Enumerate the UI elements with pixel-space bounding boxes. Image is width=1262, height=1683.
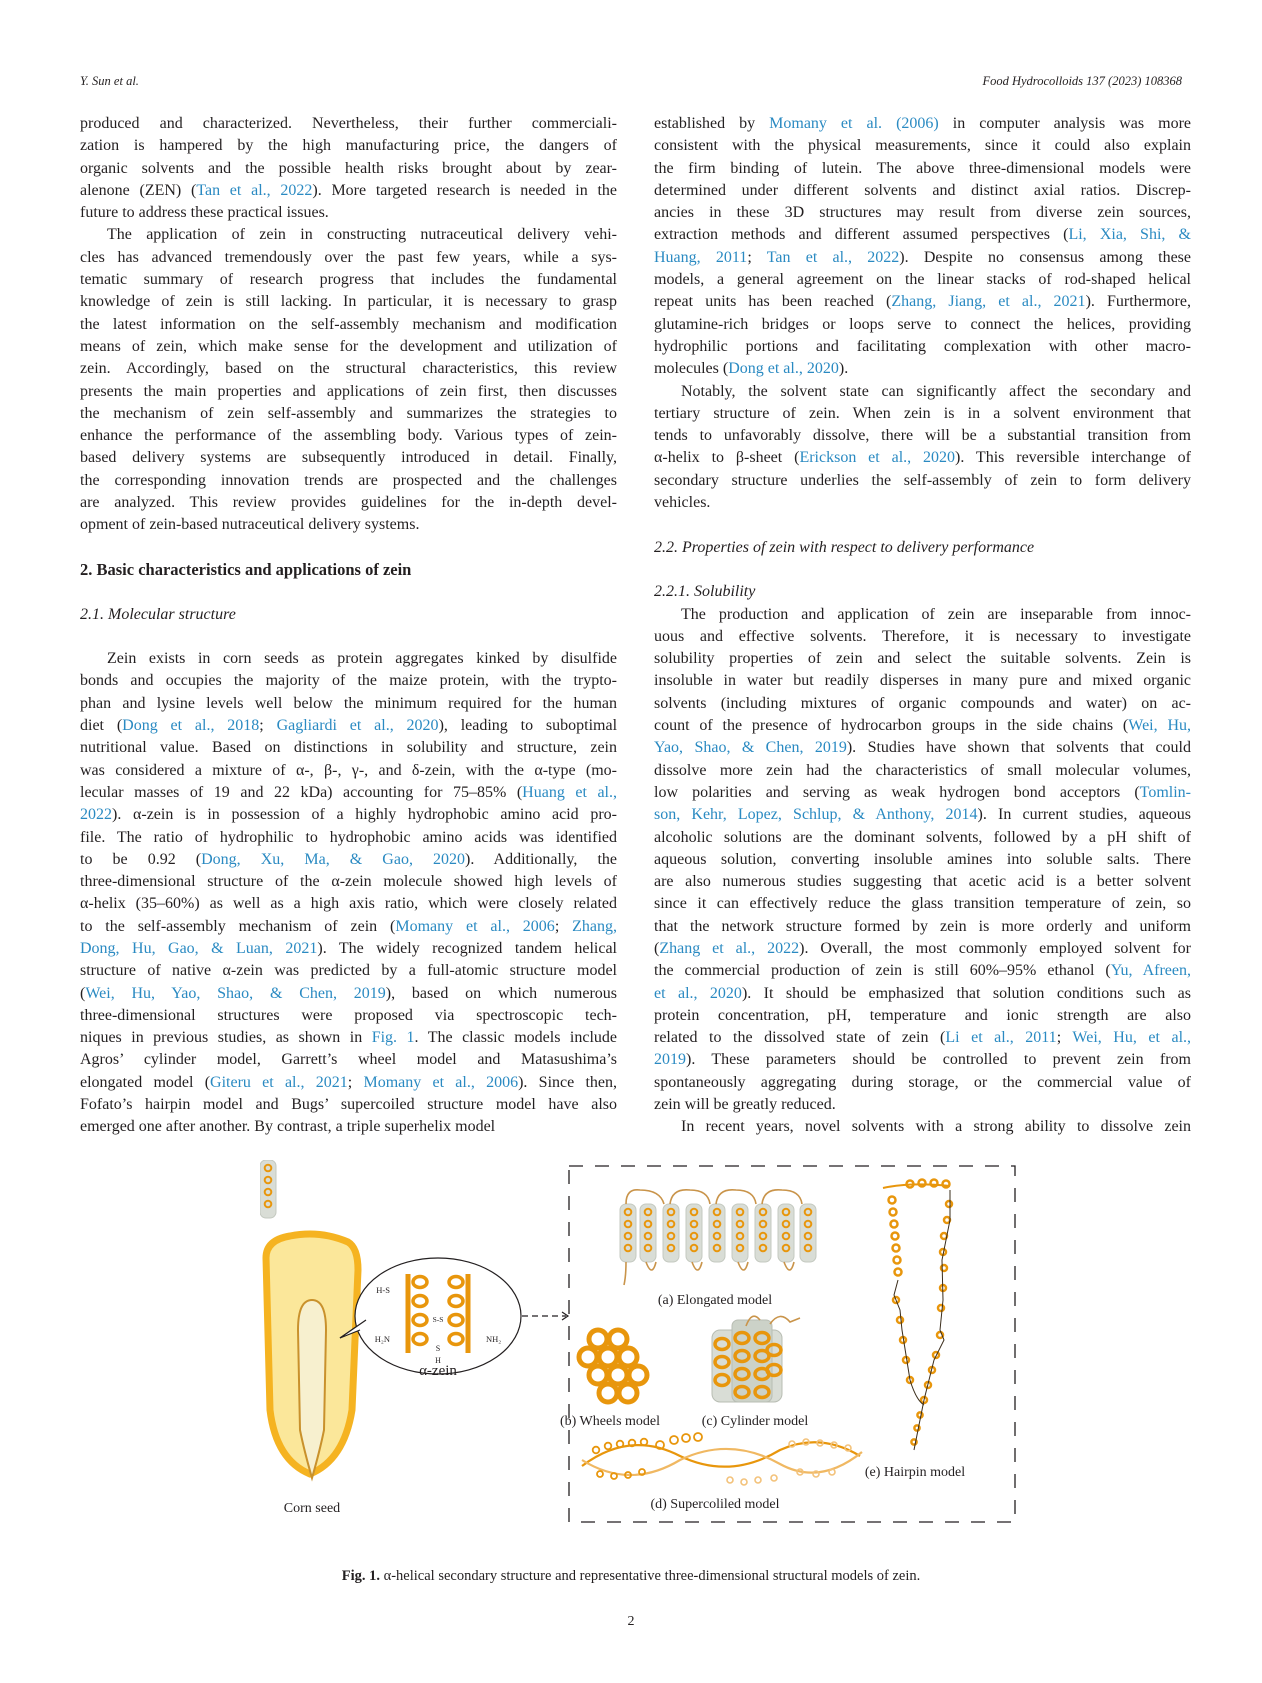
right-column: [654, 113, 1191, 1139]
text-run: three-dimensional structure of the α-zein molecule showed high levels of: [80, 873, 617, 891]
section-heading-2: 2. Basic characteristics and applications of zein: [80, 559, 412, 579]
text-run: ;: [259, 717, 277, 735]
text-line: [80, 1072, 617, 1094]
left-column: [80, 113, 617, 1139]
citation-link[interactable]: Dong et al., 2018: [122, 717, 260, 735]
text-run: structure of native α-zein was predicted by a full-atomic structure model: [80, 962, 617, 980]
citation-link[interactable]: Wei, Hu, Yao, Shao, & Chen, 2019: [85, 984, 386, 1002]
text-run: ). It should be emphasized that solution conditions such as: [741, 984, 1191, 1002]
alpha-zein-callout: [340, 1258, 568, 1379]
text-line: [654, 693, 1191, 715]
text-line: [80, 960, 617, 982]
text-run: the firm binding of lutein. The above three-dimensional models were: [654, 159, 1191, 177]
text-run: In recent years, novel solvents with a strong ability to dissolve zein: [681, 1118, 1191, 1136]
text-line: [654, 447, 1191, 469]
text-line: [654, 269, 1191, 291]
text-run: glutamine-rich bridges or loops serve to connect the helices, providing: [654, 315, 1191, 333]
figure-caption-label: Fig. 1.: [341, 1568, 380, 1584]
text-line: [654, 1094, 1191, 1116]
citation-link[interactable]: Momany et al., 2006: [395, 917, 555, 935]
text-line: [654, 715, 1191, 737]
citation-link[interactable]: Huang et al.,: [522, 783, 617, 801]
text-run: to the self-assembly mechanism of zein (: [80, 917, 396, 935]
text-run: bonds and occupies the majority of the maize protein, with the trypto-: [80, 672, 617, 690]
text-run: ). This reversible interchange of: [955, 449, 1192, 467]
text-run: count of the presence of hydrocarbon groups in the side chains (: [654, 717, 1129, 735]
text-line: [80, 715, 617, 737]
citation-link[interactable]: Wei, Hu,: [1128, 717, 1192, 735]
text-run: The application of zein in constructing nutraceutical delivery vehi-: [107, 226, 617, 244]
text-run: ).: [838, 360, 849, 378]
text-run: ). These parameters should be controlled to prevent zein from: [686, 1051, 1191, 1069]
citation-link[interactable]: Tomlin-: [1139, 783, 1191, 801]
text-run: repeat units has been reached (: [654, 293, 892, 311]
text-run: ), leading to suboptimal: [438, 717, 618, 735]
text-run: The production and application of zein are inseparable from innoc-: [681, 605, 1191, 623]
citation-link[interactable]: Dong, Xu, Ma, & Gao, 2020: [201, 850, 466, 868]
label-h2n: H₂N: [374, 1334, 390, 1344]
text-line: [654, 314, 1191, 336]
citation-link[interactable]: Li, Xia, Shi, &: [1068, 226, 1191, 244]
text-line: [80, 916, 617, 938]
running-head-journal: Food Hydrocolloids 137 (2023) 108368: [982, 74, 1182, 88]
text-line: [654, 1049, 1191, 1071]
text-run: zation is hampered by the high manufacturing price, the dangers of: [80, 137, 617, 155]
text-line: [654, 760, 1191, 782]
text-run: solvents (including mixtures of organic compounds and water) on ac-: [654, 694, 1191, 712]
corn-seed-drawing: [266, 1234, 358, 1516]
citation-link[interactable]: Dong, Hu, Gao, & Luan, 2021: [80, 939, 318, 957]
text-line: [80, 358, 617, 380]
text-run: ). Despite no consensus among these: [899, 248, 1192, 266]
text-line: [80, 983, 617, 1005]
text-line: [80, 1116, 617, 1138]
text-run: ). Since then,: [518, 1073, 618, 1091]
text-run: ), based on which numerous: [385, 984, 617, 1002]
text-line: [80, 224, 617, 246]
figure-1-illustration: [260, 1160, 1020, 1540]
text-run: . The classic models include: [414, 1029, 618, 1047]
text-run: organic solvents and the possible health risks brought about by zear-: [80, 159, 617, 177]
text-run: ;: [747, 248, 767, 266]
label-hs: H-S: [376, 1285, 390, 1295]
citation-link[interactable]: Erickson et al., 2020: [799, 449, 956, 467]
text-line: [654, 158, 1191, 180]
text-line: [80, 760, 617, 782]
figure-caption-text: α-helical secondary structure and representative three-dimensional structural models of zein.: [380, 1568, 921, 1584]
text-line: [80, 425, 617, 447]
text-line: [80, 871, 617, 893]
label-cylinder: (c) Cylinder model: [701, 1414, 809, 1429]
citation-link[interactable]: son, Kehr, Lopez, Schlup, & Anthony, 2014: [654, 806, 978, 824]
label-alpha-zein: α-zein: [419, 1363, 457, 1379]
section-heading-2-2-1: 2.2.1. Solubility: [654, 583, 756, 601]
text-run: hydrophilic portions and facilitating complexation with other macro-: [654, 337, 1191, 355]
citation-link[interactable]: Zhang,: [572, 917, 617, 935]
citation-link[interactable]: 2022: [80, 806, 112, 824]
citation-link[interactable]: Li et al., 2011: [945, 1029, 1057, 1047]
label-s: S: [435, 1344, 441, 1353]
paragraph-novel-solvents: [654, 1116, 1191, 1138]
text-line: [654, 893, 1191, 915]
text-line: [80, 447, 617, 469]
text-run: ;: [1056, 1029, 1073, 1047]
text-run: enhance the performance of the assembling body. Various types of zein-: [80, 427, 617, 445]
text-line: [654, 492, 1191, 514]
citation-link[interactable]: Dong et al., 2020: [728, 360, 839, 378]
text-run: alcoholic solutions are the dominant solvents, followed by a pH shift of: [654, 828, 1191, 846]
figure-1: [260, 1160, 1020, 1540]
text-run: α-helix to β-sheet (: [654, 449, 800, 467]
text-line: [654, 1116, 1191, 1138]
text-run: low polarities and serving as weak hydrogen bond acceptors (: [654, 783, 1140, 801]
paragraph-review-scope: [80, 224, 617, 536]
text-line: [654, 938, 1191, 960]
text-run: vehicles.: [654, 494, 711, 512]
hairpin-model-drawing: [865, 1180, 965, 1481]
text-run: (: [654, 939, 660, 957]
text-run: ancies in these 3D structures may result from diverse zein sources,: [654, 204, 1191, 222]
text-line: [654, 358, 1191, 380]
text-run: (: [80, 984, 86, 1002]
text-run: emerged one after another. By contrast, a triple superhelix model: [80, 1118, 496, 1136]
text-line: [654, 180, 1191, 202]
text-line: [80, 291, 617, 313]
label-supercoiled: (d) Supercoliled model: [650, 1497, 780, 1512]
text-line: [80, 1005, 617, 1027]
cylinder-model-drawing: [712, 1316, 800, 1402]
text-run: ). Additionally, the: [465, 850, 617, 868]
citation-link[interactable]: Fig. 1: [371, 1029, 415, 1047]
text-line: [80, 314, 617, 336]
text-line: [80, 135, 617, 157]
text-line: [80, 514, 617, 536]
text-run: ). More targeted research is needed in the: [312, 181, 617, 199]
text-run: three-dimensional structures were proposed via spectroscopic tech-: [80, 1006, 617, 1024]
text-line: [80, 670, 617, 692]
text-run: ). Furthermore,: [1085, 293, 1191, 311]
text-line: [80, 693, 617, 715]
citation-link[interactable]: Wei, Hu, et al.,: [1072, 1029, 1192, 1047]
text-line: [654, 381, 1191, 403]
citation-link[interactable]: Yao, Shao, & Chen, 2019: [654, 739, 847, 757]
text-run: the latest information on the self-assembly mechanism and modification: [80, 315, 617, 333]
label-wheels: (b) Wheels model: [559, 1414, 661, 1429]
text-run: molecules (: [654, 360, 729, 378]
text-line: [654, 849, 1191, 871]
text-line: [654, 827, 1191, 849]
text-run: to be 0.92 (: [80, 850, 202, 868]
paragraph-triple-superhelix: [654, 113, 1191, 381]
text-run: future to address these practical issues.: [80, 204, 329, 222]
text-line: [80, 804, 617, 826]
text-line: [80, 247, 617, 269]
label-ss: S-S: [432, 1315, 444, 1324]
text-line: [80, 737, 617, 759]
text-run: opment of zein-based nutraceutical delivery systems.: [80, 516, 420, 534]
text-line: [654, 670, 1191, 692]
supercoiled-model-drawing: [582, 1433, 862, 1485]
text-line: [80, 827, 617, 849]
text-run: ). The widely recognized tandem helical: [317, 939, 617, 957]
text-run: established by: [654, 115, 770, 132]
text-run: ). Overall, the most commonly employed solvent for: [799, 939, 1192, 957]
text-line: [80, 180, 617, 202]
citation-link[interactable]: Gagliardi et al., 2020: [276, 717, 439, 735]
text-line: [654, 626, 1191, 648]
text-line: [80, 1049, 617, 1071]
text-run: cles has advanced tremendously over the past few years, while a sys-: [80, 248, 617, 266]
paragraph-solvent-state: [654, 381, 1191, 515]
text-run: file. The ratio of hydrophilic to hydrophobic amino acids was identified: [80, 828, 617, 846]
text-line: [80, 492, 617, 514]
text-run: phan and lysine levels well below the minimum required for the human: [80, 694, 617, 712]
text-line: [654, 648, 1191, 670]
text-line: [654, 403, 1191, 425]
text-line: [654, 604, 1191, 626]
text-run: presents the main properties and applications of zein first, then discusses: [80, 382, 617, 400]
text-line: [654, 425, 1191, 447]
text-run: are also numerous studies suggesting that acetic acid is a better solvent: [654, 873, 1191, 891]
label-corn-seed: Corn seed: [283, 1501, 341, 1516]
citation-link[interactable]: Giteru et al., 2021: [210, 1073, 348, 1091]
text-run: ). In current studies, aqueous: [977, 806, 1191, 824]
text-run: ;: [347, 1073, 364, 1091]
text-run: solubility properties of zein and select the suitable solvents. Zein is: [654, 650, 1191, 668]
text-line: [654, 113, 1191, 135]
text-line: [654, 983, 1191, 1005]
text-line: [654, 247, 1191, 269]
text-line: [654, 737, 1191, 759]
text-line: [654, 871, 1191, 893]
label-hairpin: (e) Hairpin model: [864, 1465, 966, 1480]
text-line: [80, 1027, 617, 1049]
text-run: Notably, the solvent state can significantly affect the secondary and: [681, 382, 1191, 400]
text-line: [654, 960, 1191, 982]
text-run: that the network structure formed by zein is more orderly and uniform: [654, 917, 1191, 935]
text-line: [654, 202, 1191, 224]
text-run: based delivery systems are subsequently introduced in detail. Finally,: [80, 449, 617, 467]
wheels-model-drawing: [579, 1330, 647, 1402]
paragraph-solubility: [654, 604, 1191, 1117]
text-run: elongated model (: [80, 1073, 211, 1091]
citation-link[interactable]: Zhang, Jiang, et al., 2021: [891, 293, 1086, 311]
section-heading-2-2: 2.2. Properties of zein with respect to delivery performance: [654, 538, 1035, 556]
citation-link[interactable]: 2019: [654, 1051, 686, 1069]
text-line: [654, 224, 1191, 246]
text-run: insoluble in water but readily disperses in many pure and mixed organic: [654, 672, 1191, 690]
text-line: [80, 648, 617, 670]
text-run: secondary structure underlies the self-assembly of zein to form delivery: [654, 471, 1191, 489]
section-heading-2-1: 2.1. Molecular structure: [80, 605, 236, 623]
text-run: zein will be greatly reduced.: [654, 1096, 836, 1114]
text-run: the mechanism of zein self-assembly and summarizes the strategies to: [80, 404, 617, 422]
text-run: in computer analysis was more: [938, 115, 1192, 132]
text-run: tertiary structure of zein. When zein is in a solvent environment that: [654, 404, 1191, 422]
text-line: [80, 269, 617, 291]
citation-link[interactable]: Tan et al., 2022: [766, 248, 900, 266]
text-line: [80, 202, 617, 224]
text-run: diet (: [80, 717, 123, 735]
text-line: [654, 336, 1191, 358]
text-run: was considered a mixture of α-, β-, γ-, and δ-zein, with the α-type (mo-: [80, 761, 617, 779]
text-line: [654, 782, 1191, 804]
text-run: niques in previous studies, as shown in: [80, 1029, 372, 1047]
text-line: [80, 938, 617, 960]
text-line: [80, 782, 617, 804]
text-line: [654, 1005, 1191, 1027]
text-run: related to the dissolved state of zein (: [654, 1029, 946, 1047]
text-run: ;: [554, 917, 573, 935]
text-run: determined under different solvents and distinct axial ratios. Discrep-: [654, 181, 1191, 199]
text-line: [654, 135, 1191, 157]
text-run: ). α-zein is in possession of a highly hydrophobic amino acid pro-: [112, 806, 617, 824]
figure-caption: [0, 1568, 1262, 1585]
running-head-authors: Y. Sun et al.: [80, 74, 139, 88]
text-run: are analyzed. This review provides guidelines for the in-depth devel-: [80, 494, 617, 512]
text-line: [80, 1094, 617, 1116]
text-run: lecular masses of 19 and 22 kDa) accounting for 75–85% (: [80, 783, 523, 801]
citation-link[interactable]: et al., 2020: [654, 984, 742, 1002]
text-run: tends to unfavorably dissolve, there will be a substantial transition from: [654, 427, 1191, 445]
text-run: spontaneously aggregating during storage, or the commercial value of: [654, 1073, 1191, 1091]
text-line: [80, 893, 617, 915]
text-run: Agros’ cylinder model, Garrett’s wheel model and Matasushima’s: [80, 1051, 617, 1069]
citation-link[interactable]: Zhang et al., 2022: [659, 939, 800, 957]
text-line: [80, 158, 617, 180]
text-line: [654, 291, 1191, 313]
page-number: 2: [627, 1614, 635, 1629]
text-run: since it can effectively reduce the glass transition temperature of zein, so: [654, 895, 1191, 913]
citation-link[interactable]: Yu, Afreen,: [1110, 962, 1192, 980]
text-line: [80, 113, 617, 135]
text-line: [80, 849, 617, 871]
text-line: [654, 804, 1191, 826]
text-run: ). Studies have shown that solvents that could: [846, 739, 1191, 757]
text-run: Fofato’s hairpin model and Bugs’ supercoiled structure model have also: [80, 1096, 617, 1114]
paragraph-molecular-structure: [80, 648, 617, 1139]
citation-link[interactable]: Momany et al. (2006): [769, 115, 939, 132]
text-run: the commercial production of zein is still 60%–95% ethanol (: [654, 962, 1111, 980]
text-run: produced and characterized. Nevertheless, their further commerciali-: [80, 115, 617, 132]
text-run: tematic summary of research progress that includes the fundamental: [80, 271, 617, 289]
text-run: knowledge of zein is still lacking. In particular, it is necessary to grasp: [80, 293, 617, 311]
text-run: means of zein, which make sense for the development and utilization of: [80, 337, 617, 355]
text-run: consistent with the physical measurements, since it could also explain: [654, 137, 1191, 155]
text-line: [654, 916, 1191, 938]
text-run: Zein exists in corn seeds as protein aggregates kinked by disulfide: [107, 650, 617, 668]
text-run: aqueous solution, converting insoluble amines into soluble salts. There: [654, 850, 1191, 868]
text-line: [654, 470, 1191, 492]
label-h: H: [435, 1356, 441, 1365]
text-run: protein concentration, pH, temperature and ionic strength are also: [654, 1006, 1191, 1024]
text-line: [80, 403, 617, 425]
label-elongated: (a) Elongated model: [657, 1293, 773, 1308]
text-line: [654, 1027, 1191, 1049]
text-run: alenone (ZEN) (: [80, 181, 197, 199]
text-line: [80, 336, 617, 358]
text-run: α-helix (35–60%) as well as a high axis ratio, which were closely related: [80, 895, 617, 913]
text-run: nutritional value. Based on distinctions in solubility and structure, zein: [80, 739, 617, 757]
citation-link[interactable]: Tan et al., 2022: [196, 181, 313, 199]
citation-link[interactable]: Huang, 2011: [654, 248, 748, 266]
text-line: [80, 470, 617, 492]
label-nh2: NH₂: [486, 1334, 502, 1344]
paragraph-intro-end: [80, 113, 617, 224]
text-run: models, a general agreement on the linear stacks of rod-shaped helical: [654, 271, 1191, 289]
citation-link[interactable]: Momany et al., 2006: [363, 1073, 519, 1091]
text-line: [654, 1072, 1191, 1094]
text-run: the corresponding innovation trends are prospected and the challenges: [80, 471, 617, 489]
text-run: zein. Accordingly, based on the structural characteristics, this review: [80, 360, 617, 378]
text-run: extraction methods and different assumed perspectives (: [654, 226, 1069, 244]
text-run: dissolve more zein had the characteristics of small molecular volumes,: [654, 761, 1191, 779]
text-run: uous and effective solvents. Therefore, it is necessary to investigate: [654, 627, 1191, 645]
text-line: [80, 381, 617, 403]
